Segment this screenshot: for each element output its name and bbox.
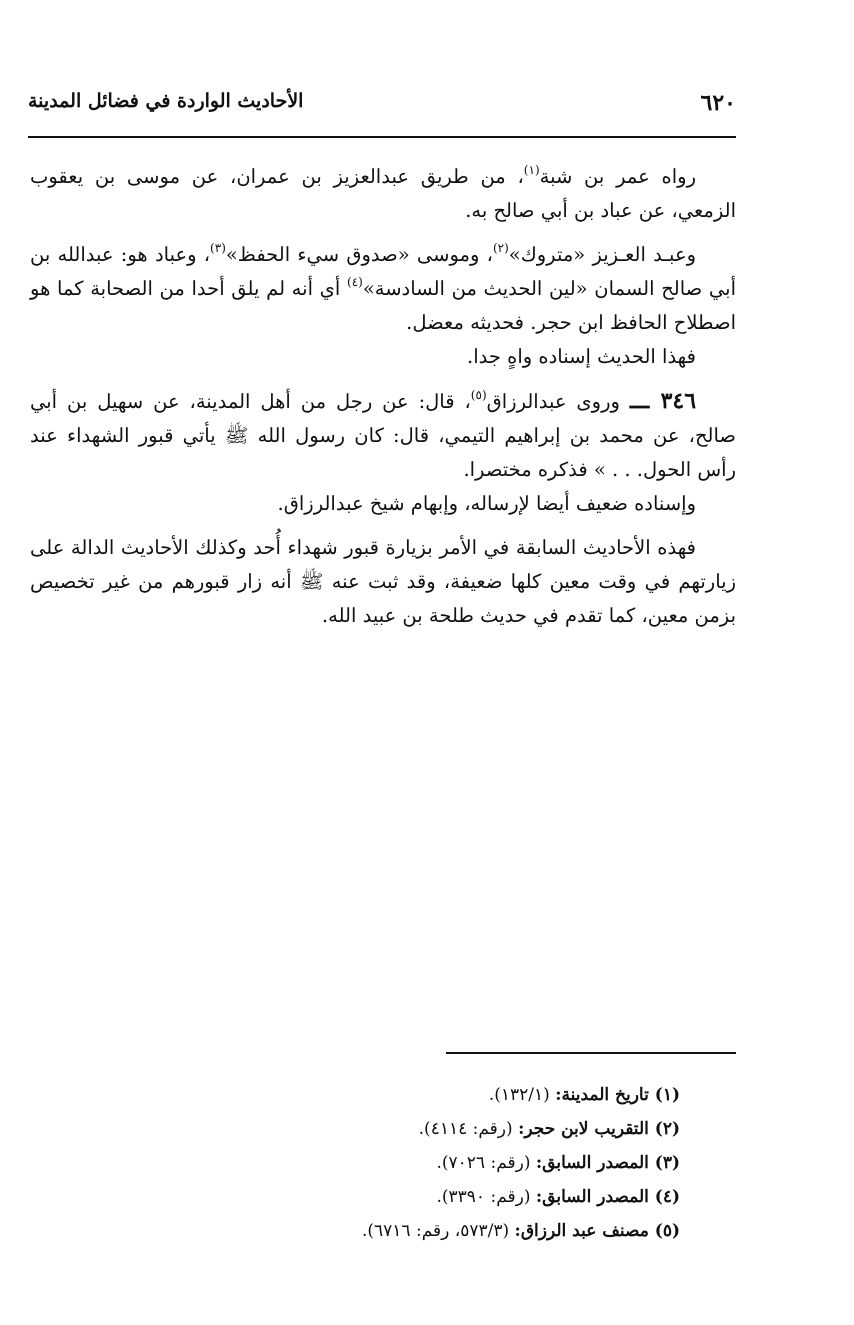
paragraph-6: [30, 531, 736, 633]
footnote-4: [260, 1180, 680, 1214]
footnote-text: (٥٧٣/٣، رقم: ٦٧١٦).: [361, 1221, 515, 1241]
hadith-number: ٣٤٦ ـــ: [629, 388, 697, 414]
running-title: الأحاديث الواردة في فضائل المدينة: [28, 90, 304, 112]
header-rule: [28, 136, 736, 138]
body-text: [30, 160, 736, 633]
page-number: ٦٢٠: [700, 90, 736, 116]
paragraph-text: وروى عبدالرزاق: [486, 390, 630, 413]
page-header: [28, 86, 736, 122]
footnote-2: [260, 1112, 680, 1146]
footnote-ref-2: (٢): [492, 241, 509, 255]
paragraph-text: ، قال: عن رجل من أهل المدينة، عن سهيل بن أبي صالح، عن محمد بن إبراهيم التيمي، قال: كان رسول الله ﷺ يأتي قبور الشهداء عند رأس الحول. . . » فذكره مختصرا.: [30, 390, 736, 481]
paragraph-3: [30, 340, 736, 374]
hadith-346: [30, 384, 736, 487]
footnote-5: [260, 1214, 680, 1248]
footnote-ref-4: (٤): [347, 275, 363, 289]
paragraph-1: [30, 160, 736, 228]
footnote-label: (١) تاريخ المدينة:: [555, 1085, 680, 1105]
footnote-ref-3: (٣): [210, 241, 226, 255]
footnote-text: (رقم: ٤١١٤).: [418, 1119, 519, 1139]
paragraph-text: ، وموسى «صدوق سيء الحفظ»: [225, 243, 493, 266]
footnote-ref-1: (١): [523, 163, 540, 177]
footnote-label: (٥) مصنف عبد الرزاق:: [514, 1221, 680, 1241]
footnote-label: (٢) التقريب لابن حجر:: [518, 1119, 680, 1139]
paragraph-text: وإسناده ضعيف أيضا لإرساله، وإبهام شيخ عبدالرزاق.: [277, 492, 696, 515]
paragraph-text: ، وعباد هو: عبدالله بن أبي صالح السمان «لين الحديث من السادسة»: [30, 243, 736, 300]
footnotes: [260, 1078, 680, 1248]
paragraph-text: فهذا الحديث إسناده واهٍ جدا.: [467, 345, 696, 368]
footnote-label: (٤) المصدر السابق:: [535, 1187, 680, 1207]
footnote-ref-5: (٥): [470, 388, 487, 402]
footnote-text: (١٣٢/١).: [488, 1085, 556, 1105]
paragraph-text: وعبـد العـزيز «متروك»: [508, 243, 696, 266]
paragraph-text: رواه عمر بن شبة: [539, 165, 696, 188]
paragraph-text: أي أنه لم يلق أحدا من الصحابة كما هو اصطلاح الحافظ ابن حجر. فحديثه معضل.: [30, 277, 736, 334]
footnote-text: (رقم: ٣٣٩٠).: [436, 1187, 536, 1207]
footnote-3: [260, 1146, 680, 1180]
footnote-rule: [446, 1052, 736, 1054]
footnote-text: (رقم: ٧٠٢٦).: [436, 1153, 536, 1173]
footnote-label: (٣) المصدر السابق:: [535, 1153, 680, 1173]
paragraph-2: [30, 238, 736, 340]
paragraph-text: ، من طريق عبدالعزيز بن عمران، عن موسى بن يعقوب الزمعي، عن عباد بن أبي صالح به.: [30, 165, 736, 222]
footnote-1: [260, 1078, 680, 1112]
paragraph-text: فهذه الأحاديث السابقة في الأمر بزيارة قبور شهداء أُحد وكذلك الأحاديث الدالة على زيارتهم في وقت معين كلها ضعيفة، وقد ثبت عنه ﷺ أنه زار قبورهم من غير تخصيص بزمن معين، كما تقدم في حديث طلحة بن عبيد الله.: [30, 536, 736, 627]
paragraph-5: [30, 487, 736, 521]
